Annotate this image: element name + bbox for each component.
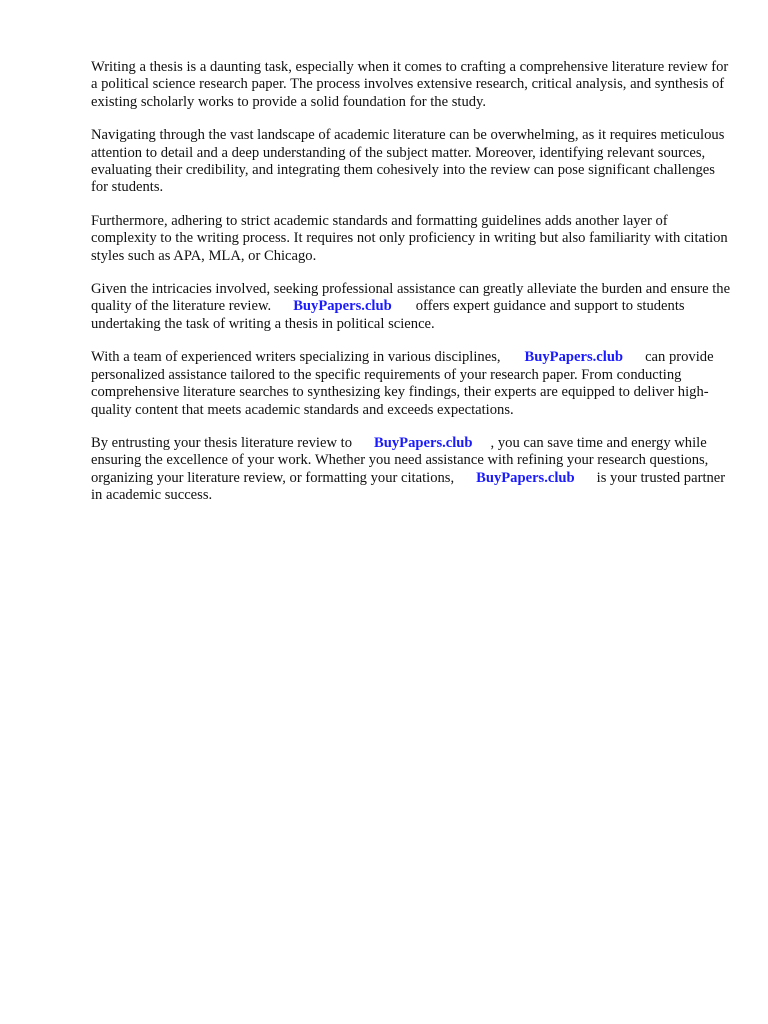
paragraph-entrusting-text-middle: , you can save time and energy while ensuring the excellence of your work. Whether you need assistance with refining your research questions, organizing your literature review, or formatting your citations, <box>91 434 709 486</box>
paragraph-assistance-text-after: offers expert guidance and support to students undertaking the task of writing a thesis in political science. <box>91 298 685 332</box>
paragraph-entrusting-text-after: is your trusted partner in academic success. <box>91 469 726 504</box>
paragraph-intro: Writing a thesis is a daunting task, especially when it comes to crafting a comprehensive literature review for a political science research paper. The process involves extensive research, critical analysis, and synthesis of existing scholarly works to provide a solid foundation for the study. <box>91 59 729 110</box>
paragraph-challenges: Navigating through the vast landscape of academic literature can be overwhelming, as it requires meticulous attention to detail and a deep understanding of the subject matter. Moreover, identifying relevant sources, evaluating their credibility, and integrating them cohesively into the review can pose significant challenges for students. <box>91 127 725 196</box>
paragraph-assistance <box>91 281 731 333</box>
buypapers-link-4[interactable]: BuyPapers.club <box>476 469 575 486</box>
paragraph-team-text-after: can provide personalized assistance tailored to the specific requirements of your research paper. From conducting comprehensive literature searches to synthesizing key findings, their experts are equipped to deliver high-quality content that meets academic standards and exceeds expectations. <box>91 349 714 418</box>
buypapers-link-3[interactable]: BuyPapers.club <box>374 434 473 451</box>
paragraph-team-text-before: With a team of experienced writers specializing in various disciplines, <box>91 349 501 366</box>
paragraph-team <box>91 349 731 419</box>
buypapers-link-1[interactable]: BuyPapers.club <box>293 298 392 315</box>
paragraph-entrusting-text-before: By entrusting your thesis literature review to <box>91 434 353 451</box>
paragraph-assistance-text-before: Given the intricacies involved, seeking professional assistance can greatly alleviate the burden and ensure the quality of the literature review. <box>91 281 731 315</box>
paragraph-entrusting <box>91 435 731 505</box>
paragraph-standards: Furthermore, adhering to strict academic standards and formatting guidelines adds another layer of complexity to the writing process. It requires not only proficiency in writing but also familiarity with citation styles such as APA, MLA, or Chicago. <box>91 212 728 264</box>
document-body <box>91 59 731 521</box>
buypapers-link-2[interactable]: BuyPapers.club <box>524 349 624 366</box>
